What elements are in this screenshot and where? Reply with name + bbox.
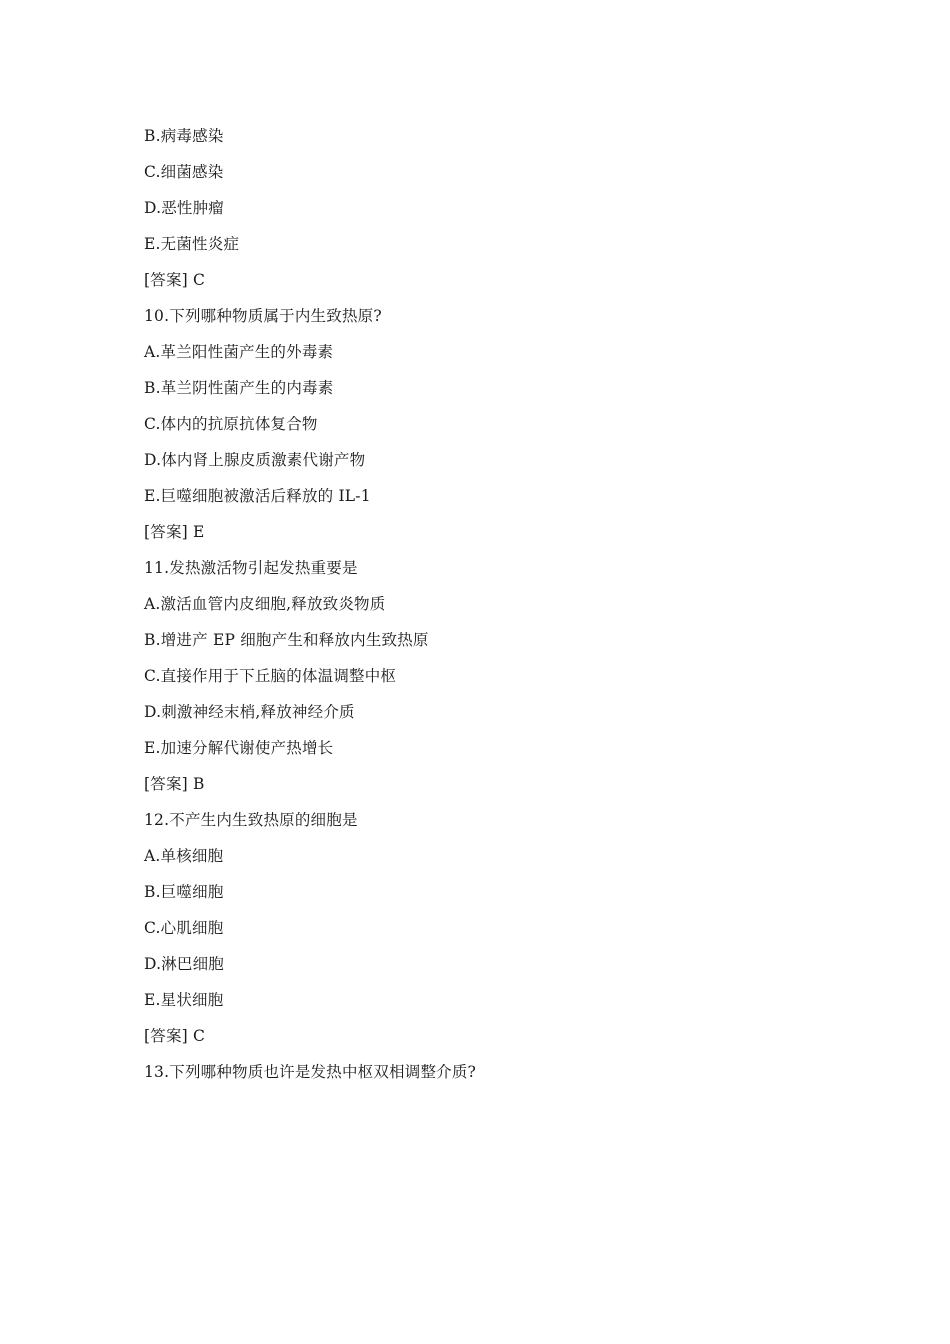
option-line: A.单核细胞 bbox=[144, 847, 224, 865]
question-line: 11.发热激活物引起发热重要是 bbox=[144, 559, 358, 577]
question-line: 12.不产生内生致热原的细胞是 bbox=[144, 811, 358, 829]
answer-line: [答案] C bbox=[144, 1027, 206, 1045]
option-line: D.体内肾上腺皮质激素代谢产物 bbox=[144, 451, 366, 469]
option-line: B.增进产 EP 细胞产生和释放内生致热原 bbox=[144, 631, 429, 649]
option-line: B.病毒感染 bbox=[144, 127, 224, 145]
option-line: E.巨噬细胞被激活后释放的 IL-1 bbox=[144, 487, 371, 505]
option-line: A.革兰阳性菌产生的外毒素 bbox=[144, 343, 334, 361]
option-line: C.细菌感染 bbox=[144, 163, 224, 181]
option-line: D.淋巴细胞 bbox=[144, 955, 225, 973]
option-line: C.体内的抗原抗体复合物 bbox=[144, 415, 318, 433]
option-line: D.恶性肿瘤 bbox=[144, 199, 225, 217]
option-line: C.心肌细胞 bbox=[144, 919, 224, 937]
option-line: B.革兰阴性菌产生的内毒素 bbox=[144, 379, 334, 397]
answer-line: [答案] E bbox=[144, 523, 205, 541]
option-line: C.直接作用于下丘脑的体温调整中枢 bbox=[144, 667, 397, 685]
option-line: D.刺激神经末梢,释放神经介质 bbox=[144, 703, 355, 721]
exam-questions-text bbox=[144, 123, 844, 1095]
answer-line: [答案] C bbox=[144, 271, 206, 289]
option-line: E.星状细胞 bbox=[144, 991, 224, 1009]
option-line: E.加速分解代谢使产热增长 bbox=[144, 739, 334, 757]
option-line: E.无菌性炎症 bbox=[144, 235, 240, 253]
option-line: B.巨噬细胞 bbox=[144, 883, 224, 901]
question-line: 13.下列哪种物质也许是发热中枢双相调整介质? bbox=[144, 1063, 477, 1081]
option-line: A.激活血管内皮细胞,释放致炎物质 bbox=[144, 595, 386, 613]
question-line: 10.下列哪种物质属于内生致热原? bbox=[144, 307, 382, 325]
answer-line: [答案] B bbox=[144, 775, 205, 793]
